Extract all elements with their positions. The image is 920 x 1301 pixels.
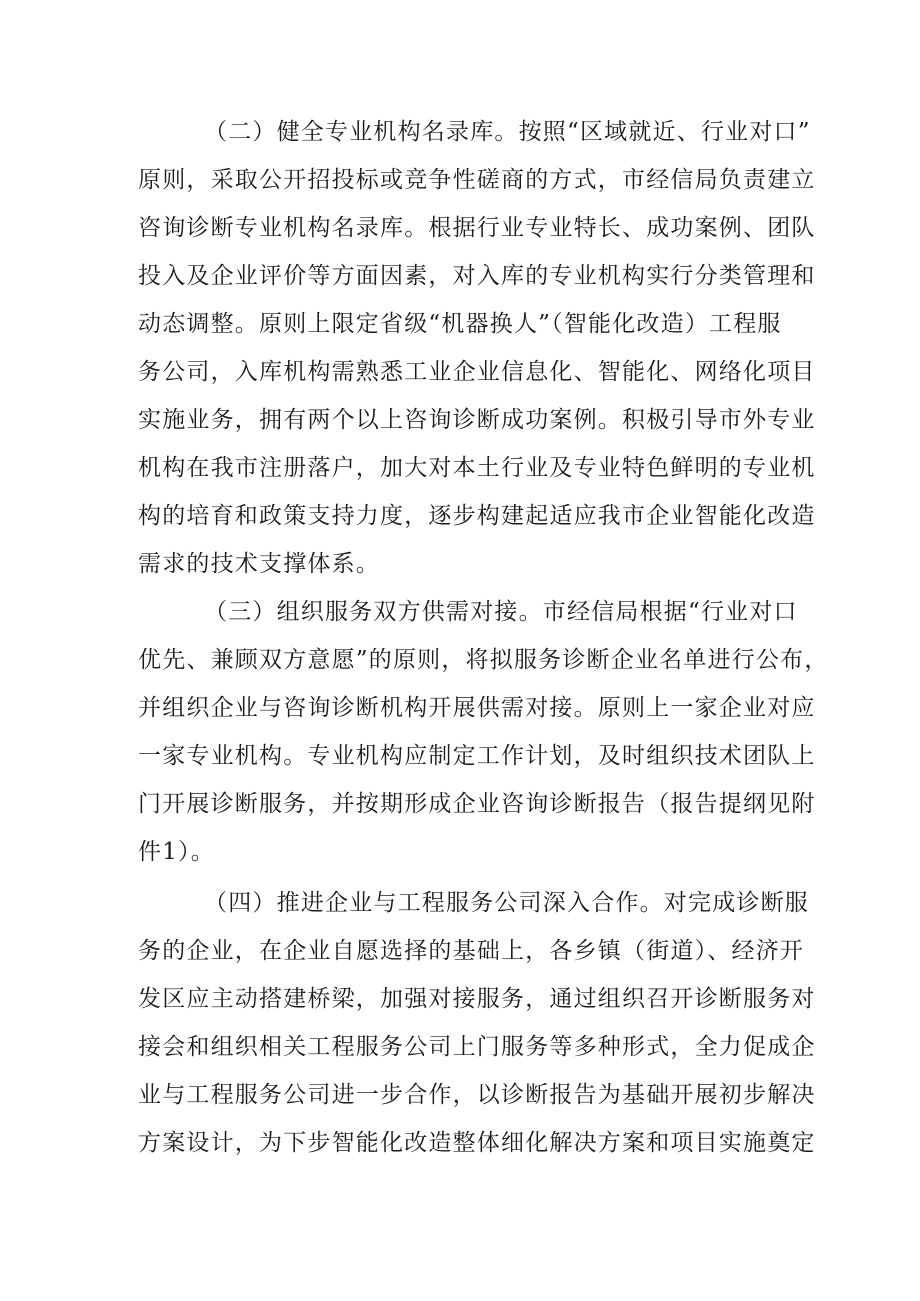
text-line: 并组织企业与咨询诊断机构开展供需对接。原则上一家企业对应 [138,695,816,721]
text-line: 门开展诊断服务，并按期形成企业咨询诊断报告（报告提纲见附 [138,791,816,817]
text-line: （三）组织服务双方供需对接。市经信局根据“行业对口 [204,599,798,625]
text-line: 机构在我市注册落户，加大对本土行业及专业特色鲜明的专业机 [138,455,816,481]
paragraph-section-3 [138,588,829,876]
text-line: 构的培育和政策支持力度，逐步构建起适应我市企业智能化改造 [138,503,816,529]
text-line: 投入及企业评价等方面因素，对入库的专业机构实行分类管理和 [138,263,816,289]
text-line: 件1）。 [138,839,215,865]
paragraph-section-4 [138,879,816,1167]
text-line: 务公司，入库机构需熟悉工业企业信息化、智能化、网络化项目 [138,359,816,385]
text-line: 原则，采取公开招投标或竞争性磋商的方式，市经信局负责建立 [138,167,816,193]
text-line: 一家专业机构。专业机构应制定工作计划，及时组织技术团队上 [138,743,816,769]
text-line: 实施业务，拥有两个以上咨询诊断成功案例。积极引导市外专业 [138,407,816,433]
text-line: 优先、兼顾双方意愿”的原则，将拟服务诊断企业名单进行公布， [138,647,829,673]
text-line: 咨询诊断专业机构名录库。根据行业专业特长、成功案例、团队 [138,215,816,241]
text-line: （二）健全专业机构名录库。按照“区域就近、行业对口” [204,119,811,145]
text-line: （四）推进企业与工程服务公司深入合作。对完成诊断服 [204,890,809,916]
paragraph-section-2 [138,108,816,588]
text-line: 动态调整。原则上限定省级“机器换人”（智能化改造）工程服 [138,311,782,337]
text-line: 发区应主动搭建桥梁，加强对接服务，通过组织召开诊断服务对 [138,986,816,1012]
text-line: 业与工程服务公司进一步合作，以诊断报告为基础开展初步解决 [138,1082,816,1108]
text-line: 方案设计，为下步智能化改造整体细化解决方案和项目实施奠定 [138,1130,816,1156]
text-line: 接会和组织相关工程服务公司上门服务等多种形式，全力促成企 [138,1034,816,1060]
text-line: 需求的技术支撑体系。 [138,551,380,577]
text-line: 务的企业，在企业自愿选择的基础上，各乡镇（街道）、经济开 [138,938,805,964]
